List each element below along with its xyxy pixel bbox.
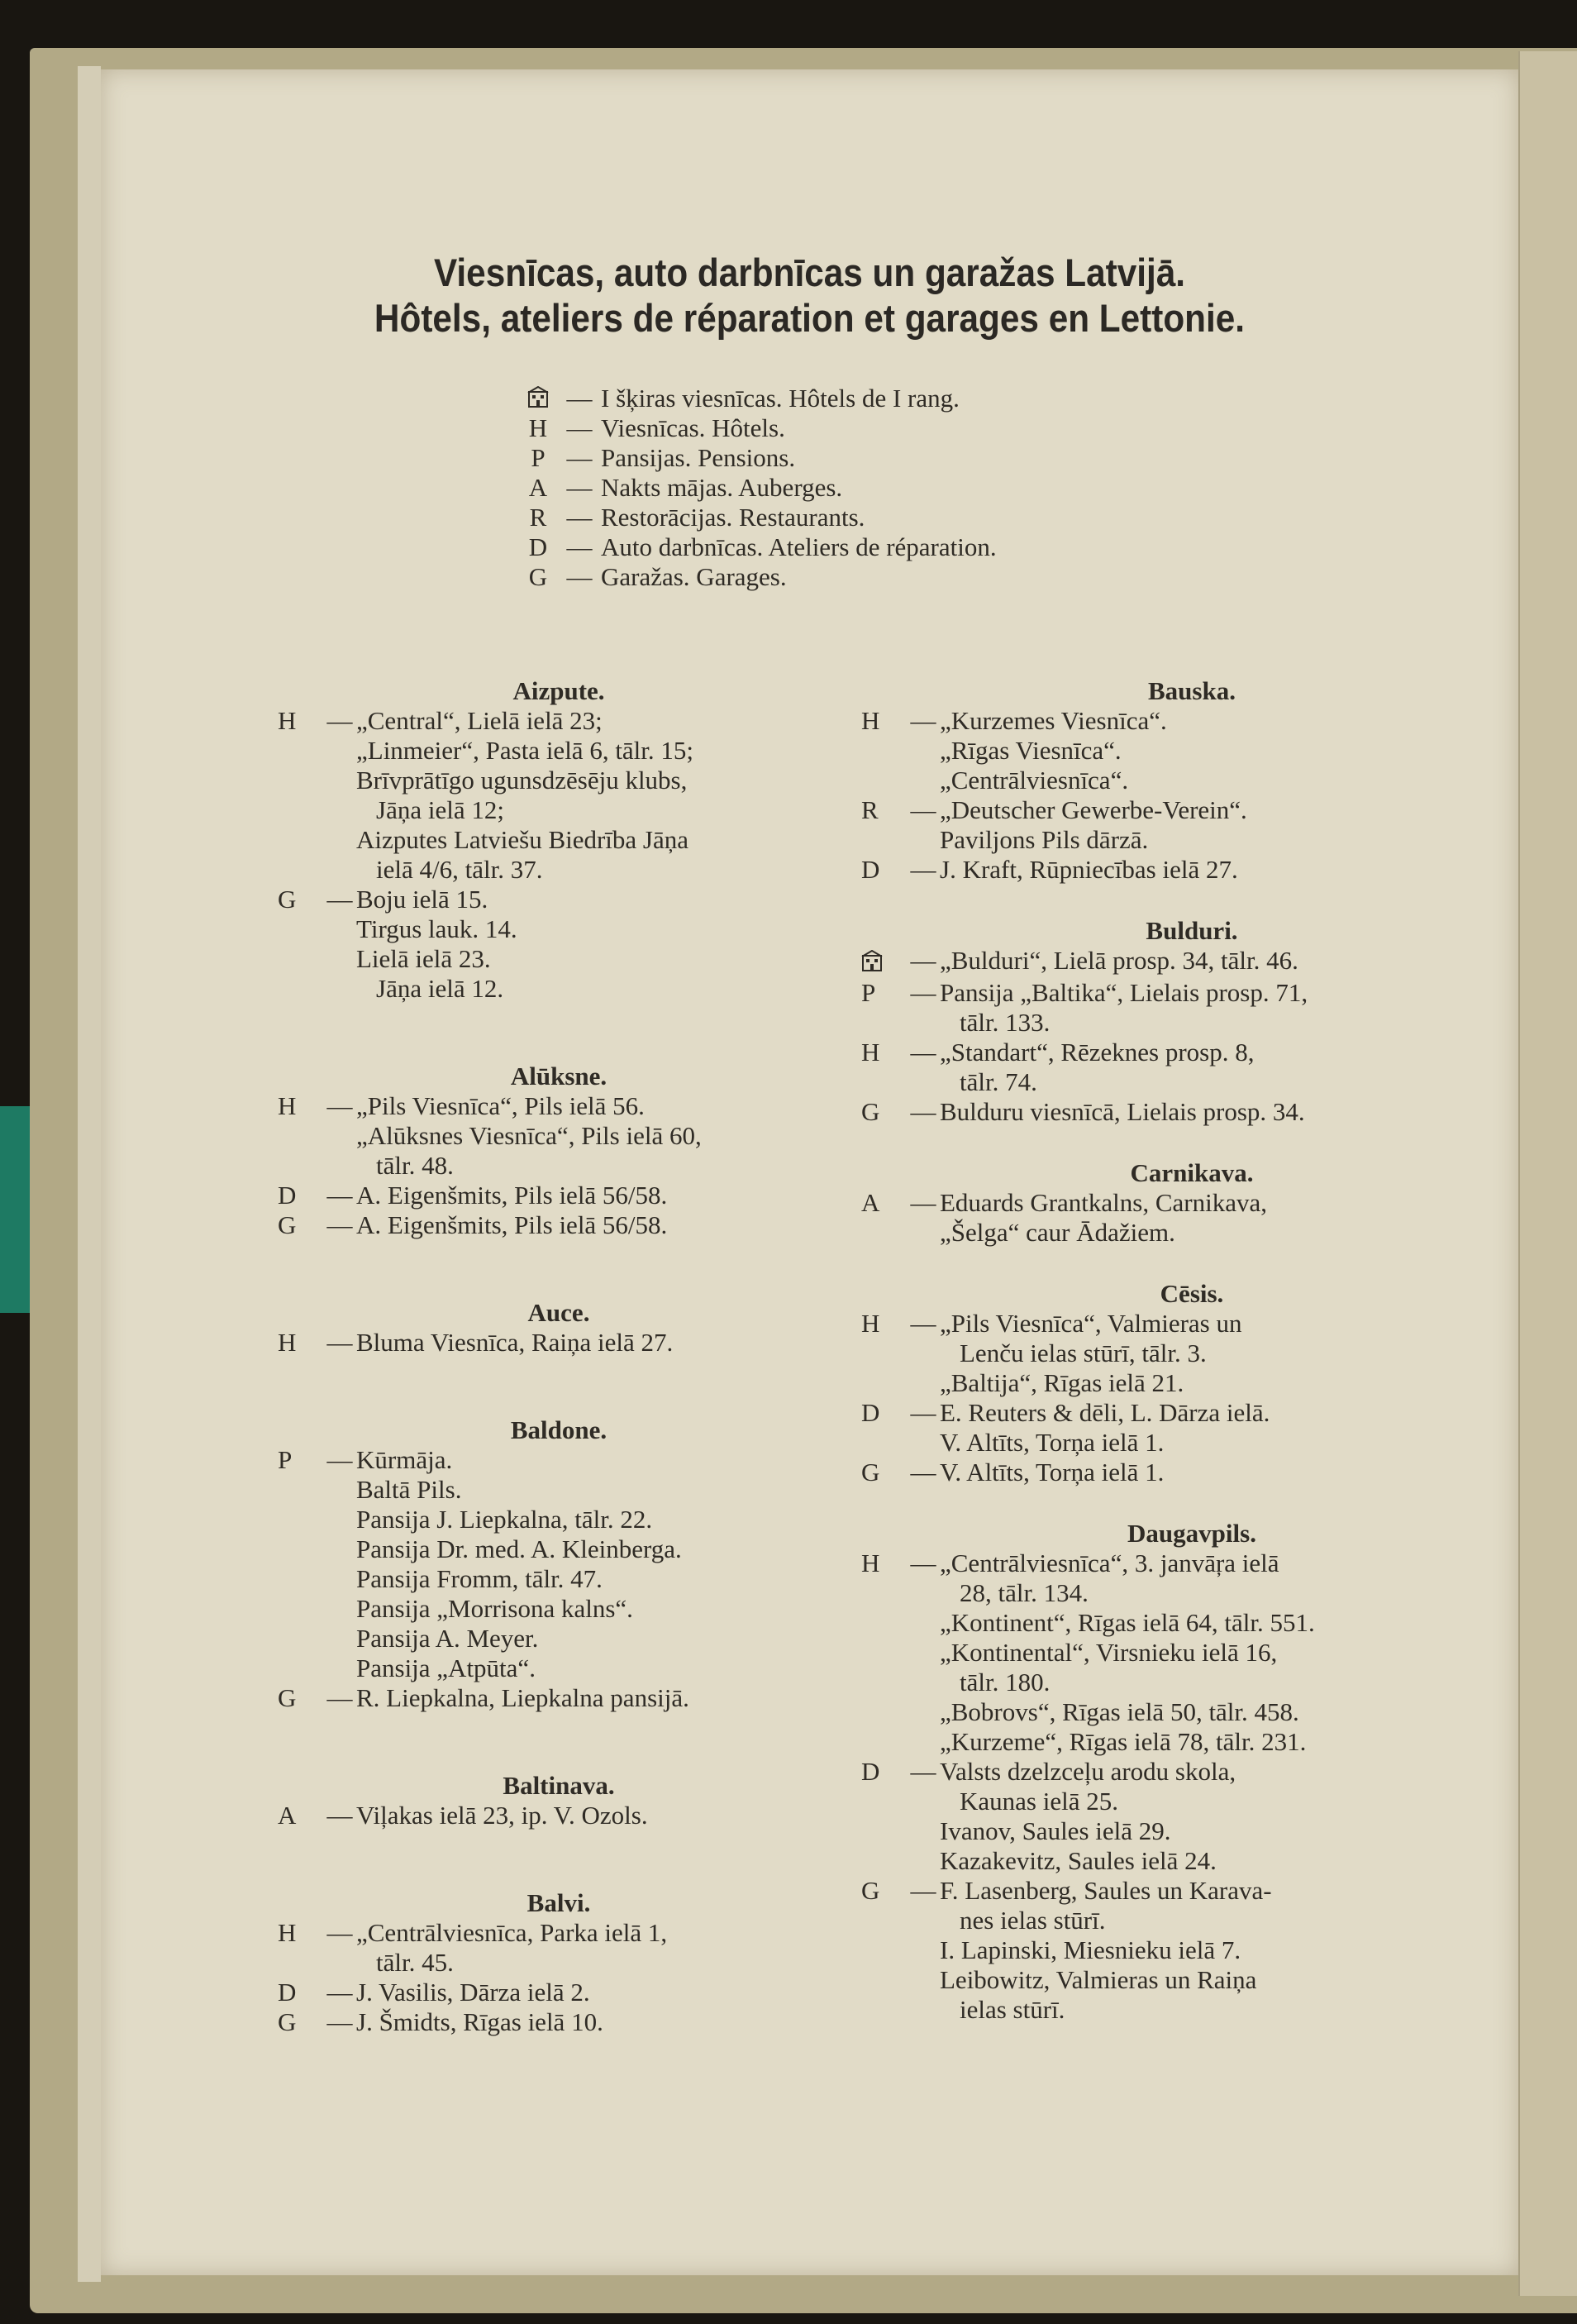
section-carnikava bbox=[861, 1158, 1522, 1248]
hotel-icon bbox=[527, 384, 549, 414]
legend bbox=[518, 384, 997, 592]
entry-line: Lielā ielā 23. bbox=[356, 944, 491, 973]
entry-line: E. Reuters & dēli, L. Dārza ielā. bbox=[940, 1397, 1270, 1427]
hotel-icon bbox=[861, 948, 883, 978]
entry-line: ielā 4/6, tālr. 37. bbox=[376, 855, 543, 884]
entry-line: „Deutscher Gewerbe-Verein“. bbox=[940, 795, 1247, 824]
entry-code: G bbox=[278, 1683, 297, 1712]
entry-code: P bbox=[278, 1445, 293, 1474]
legend-row bbox=[518, 503, 997, 532]
entry bbox=[278, 1445, 840, 1683]
entry-line: V. Altīts, Torņa ielā 1. bbox=[940, 1427, 1165, 1457]
entry-dash: — bbox=[910, 1037, 936, 1067]
entry-line: Boju ielā 15. bbox=[356, 885, 488, 914]
entry-line: tālr. 48. bbox=[376, 1151, 454, 1180]
entry-line: Pansija „Baltika“, Lielais prosp. 71, bbox=[940, 977, 1308, 1007]
entry-line: V. Altīts, Torņa ielā 1. bbox=[940, 1457, 1165, 1487]
legend-code: P bbox=[531, 443, 546, 472]
entry-line: Pansija Fromm, tālr. 47. bbox=[356, 1564, 603, 1593]
entry bbox=[278, 1801, 840, 1830]
legend-dash: — bbox=[566, 384, 593, 413]
entry-dash: — bbox=[326, 1445, 353, 1474]
entry-line: „Centrālviesnīca“. bbox=[940, 766, 1129, 795]
entry-code bbox=[861, 946, 907, 978]
entry-lines bbox=[356, 1091, 840, 1181]
entry bbox=[861, 1876, 1522, 2025]
left-column bbox=[278, 676, 840, 2037]
entry-line: A. Eigenšmits, Pils ielā 56/58. bbox=[356, 1181, 668, 1210]
entry-lines bbox=[940, 855, 1522, 885]
legend-row bbox=[518, 443, 997, 473]
entry-lines bbox=[356, 1210, 840, 1240]
entry-line: „Kontinent“, Rīgas ielā 64, tālr. 551. bbox=[940, 1607, 1315, 1637]
entry-line: tālr. 180. bbox=[960, 1667, 1051, 1696]
entry-line: „Kurzemes Viesnīca“. bbox=[940, 706, 1167, 735]
entry-code: G bbox=[861, 1457, 880, 1487]
entry-line: Kazakevitz, Saules ielā 24. bbox=[940, 1845, 1217, 1875]
entry bbox=[278, 1978, 840, 2007]
entry bbox=[278, 1918, 840, 1978]
legend-code: G bbox=[528, 562, 548, 591]
entry bbox=[278, 1091, 840, 1181]
entry-line: Pansija J. Liepkalna, tālr. 22. bbox=[356, 1505, 653, 1534]
entry-line: „Central“, Lielā ielā 23; bbox=[356, 706, 603, 735]
entry-dash: — bbox=[326, 1918, 353, 1947]
legend-text: Nakts mājas. Auberges. bbox=[601, 473, 843, 502]
entry-code: H bbox=[861, 1548, 880, 1577]
entry-line: Kaunas ielā 25. bbox=[960, 1786, 1118, 1816]
entry bbox=[278, 2007, 840, 2037]
entry-line: „Kontinental“, Virsnieku ielā 16, bbox=[940, 1637, 1278, 1667]
entry-line: Ivanov, Saules ielā 29. bbox=[940, 1816, 1171, 1845]
entry bbox=[278, 1181, 840, 1210]
entry-line: „Centrālviesnīca, Parka ielā 1, bbox=[356, 1918, 668, 1947]
entry bbox=[861, 1398, 1522, 1458]
entry bbox=[278, 885, 840, 1004]
entry-lines bbox=[356, 2007, 840, 2037]
entry-line: Baltā Pils. bbox=[356, 1475, 462, 1504]
entry-dash: — bbox=[910, 1308, 936, 1338]
entry-line: tālr. 45. bbox=[376, 1948, 454, 1977]
entry-code: P bbox=[861, 977, 876, 1007]
book-page bbox=[101, 69, 1518, 2275]
section-title: Alūksne. bbox=[510, 1062, 607, 1090]
entry-line: Valsts dzelzceļu arodu skola, bbox=[940, 1756, 1236, 1786]
entry-code: A bbox=[278, 1801, 297, 1830]
section-alūksne bbox=[278, 1062, 840, 1240]
section-balvi bbox=[278, 1888, 840, 2037]
entry-line: „Bobrovs“, Rīgas ielā 50, tālr. 458. bbox=[940, 1696, 1299, 1726]
entry bbox=[861, 978, 1522, 1038]
entry-lines bbox=[940, 978, 1522, 1038]
entry bbox=[278, 1683, 840, 1713]
entry-lines bbox=[940, 795, 1522, 855]
entry-dash: — bbox=[910, 946, 936, 975]
legend-code: D bbox=[528, 532, 548, 561]
legend-dash: — bbox=[566, 413, 593, 442]
entry bbox=[278, 706, 840, 885]
entry-dash: — bbox=[326, 1181, 353, 1210]
section-title: Aizpute. bbox=[512, 676, 605, 705]
entry-code: G bbox=[278, 1210, 297, 1239]
entry bbox=[861, 946, 1522, 978]
legend-code bbox=[518, 383, 558, 415]
entry bbox=[861, 706, 1522, 795]
page-gutter bbox=[78, 66, 101, 2282]
entry-code: H bbox=[278, 706, 297, 735]
entry-line: Eduards Grantkalns, Carnikava, bbox=[940, 1187, 1267, 1217]
entry-lines bbox=[356, 1801, 840, 1830]
entry-code: D bbox=[861, 855, 880, 884]
entry-dash: — bbox=[326, 706, 353, 735]
legend-dash: — bbox=[566, 473, 593, 502]
entry-code: A bbox=[861, 1187, 880, 1217]
entry-lines bbox=[940, 1757, 1522, 1876]
legend-dash: — bbox=[566, 503, 593, 532]
entry-dash: — bbox=[910, 1548, 936, 1577]
entry-dash: — bbox=[910, 1187, 936, 1217]
entry bbox=[861, 1097, 1522, 1127]
entry-code: D bbox=[278, 1181, 297, 1210]
legend-text: Garažas. Garages. bbox=[601, 562, 787, 591]
section-title: Auce. bbox=[527, 1298, 590, 1327]
entry-line: Pansija A. Meyer. bbox=[356, 1624, 539, 1653]
entry-lines bbox=[940, 946, 1522, 978]
entry-dash: — bbox=[326, 2007, 353, 2036]
entry-code: G bbox=[861, 1875, 880, 1905]
section-daugavpils bbox=[861, 1519, 1522, 2025]
entry-line: „Alūksnes Viesnīca“, Pils ielā 60, bbox=[356, 1121, 702, 1150]
section-bauska bbox=[861, 676, 1522, 885]
entry-code: G bbox=[278, 885, 297, 914]
entry-line: „Linmeier“, Pasta ielā 6, tālr. 15; bbox=[356, 736, 694, 765]
green-bookmark-tab bbox=[0, 1106, 30, 1313]
entry bbox=[861, 795, 1522, 855]
entry-line: „Rīgas Viesnīca“. bbox=[940, 736, 1122, 765]
entry-line: Bluma Viesnīca, Raiņa ielā 27. bbox=[356, 1328, 674, 1357]
entry-code: D bbox=[278, 1978, 297, 2007]
entry-dash: — bbox=[910, 795, 936, 824]
section-aizpute bbox=[278, 676, 840, 1004]
legend-text: Pansijas. Pensions. bbox=[601, 443, 796, 472]
entry-line: tālr. 74. bbox=[960, 1067, 1037, 1096]
legend-row bbox=[518, 473, 997, 503]
entry-lines bbox=[356, 885, 840, 1004]
entry-lines bbox=[940, 706, 1522, 795]
legend-text: Auto darbnīcas. Ateliers de réparation. bbox=[601, 532, 997, 561]
entry-dash: — bbox=[326, 1091, 353, 1120]
title-latvian: Viesnīcas, auto darbnīcas un garažas Latvijā. bbox=[433, 251, 1186, 294]
legend-text: I šķiras viesnīcas. Hôtels de I rang. bbox=[601, 384, 960, 413]
entry-line: „Bulduri“, Lielā prosp. 34, tālr. 46. bbox=[940, 946, 1298, 975]
entry-lines bbox=[356, 1683, 840, 1713]
entry bbox=[861, 855, 1522, 885]
entry bbox=[861, 1458, 1522, 1487]
entry-dash: — bbox=[910, 1457, 936, 1487]
entry-line: 28, tālr. 134. bbox=[960, 1577, 1089, 1607]
entry-code: H bbox=[278, 1328, 297, 1357]
entry-lines bbox=[940, 1188, 1522, 1248]
entry bbox=[861, 1188, 1522, 1248]
section-cēsis bbox=[861, 1279, 1522, 1487]
legend-row bbox=[518, 384, 997, 413]
entry-line: „Standart“, Rēzeknes prosp. 8, bbox=[940, 1037, 1255, 1067]
entry-line: Tirgus lauk. 14. bbox=[356, 914, 517, 943]
entry-dash: — bbox=[910, 1756, 936, 1786]
section-title: Cēsis. bbox=[1160, 1278, 1224, 1308]
section-baltinava bbox=[278, 1771, 840, 1830]
entry-line: Kūrmāja. bbox=[356, 1445, 453, 1474]
entry-line: Jāņa ielā 12. bbox=[376, 974, 504, 1003]
entry-lines bbox=[356, 706, 840, 885]
entry-dash: — bbox=[910, 1397, 936, 1427]
right-column bbox=[861, 676, 1522, 2025]
entry-code: R bbox=[861, 795, 879, 824]
legend-row bbox=[518, 562, 997, 592]
section-bulduri bbox=[861, 916, 1522, 1127]
entry-dash: — bbox=[910, 855, 936, 884]
entry-dash: — bbox=[910, 977, 936, 1007]
entry-line: Pansija „Atpūta“. bbox=[356, 1654, 536, 1682]
facing-page-edge bbox=[1518, 51, 1577, 2296]
entry-line: F. Lasenberg, Saules un Karava- bbox=[940, 1875, 1272, 1905]
entry-lines bbox=[356, 1918, 840, 1978]
legend-text: Restorācijas. Restaurants. bbox=[601, 503, 865, 532]
entry-line: Paviljons Pils dārzā. bbox=[940, 825, 1149, 854]
section-title: Daugavpils. bbox=[1127, 1518, 1256, 1548]
entry-line: Leibowitz, Valmieras un Raiņa bbox=[940, 1964, 1257, 1994]
legend-dash: — bbox=[566, 443, 593, 472]
entry bbox=[278, 1210, 840, 1240]
entry-code: H bbox=[278, 1091, 297, 1120]
legend-row bbox=[518, 413, 997, 443]
legend-dash: — bbox=[566, 562, 593, 591]
entry-dash: — bbox=[326, 1801, 353, 1830]
entry-lines bbox=[940, 1097, 1522, 1127]
section-auce bbox=[278, 1298, 840, 1358]
entry-line: „Šelga“ caur Ādažiem. bbox=[940, 1217, 1175, 1247]
entry-line: Viļakas ielā 23, ip. V. Ozols. bbox=[356, 1801, 648, 1830]
entry-line: Jāņa ielā 12; bbox=[376, 795, 504, 824]
entry bbox=[861, 1757, 1522, 1876]
entry-line: J. Kraft, Rūpniecības ielā 27. bbox=[940, 855, 1238, 884]
entry-code: G bbox=[278, 2007, 297, 2036]
section-title: Baldone. bbox=[510, 1415, 607, 1444]
entry-line: „Baltija“, Rīgas ielā 21. bbox=[940, 1367, 1184, 1397]
entry-code: H bbox=[861, 1308, 880, 1338]
entry-line: J. Šmidts, Rīgas ielā 10. bbox=[356, 2007, 603, 2036]
entry bbox=[861, 1549, 1522, 1757]
entry-code: H bbox=[278, 1918, 297, 1947]
entry-line: J. Vasilis, Dārza ielā 2. bbox=[356, 1978, 590, 2007]
title-french: Hôtels, ateliers de réparation et garages en Lettonie. bbox=[374, 296, 1246, 340]
section-title: Balvi. bbox=[526, 1888, 591, 1917]
entry-dash: — bbox=[910, 1096, 936, 1126]
entry-code: G bbox=[861, 1096, 880, 1126]
legend-row bbox=[518, 532, 997, 562]
entry-line: „Centrālviesnīca“, 3. janvāŗa ielā bbox=[940, 1548, 1279, 1577]
entry-code: H bbox=[861, 706, 880, 735]
entry-line: Lenču ielas stūrī, tālr. 3. bbox=[960, 1338, 1207, 1367]
entry-lines bbox=[940, 1309, 1522, 1398]
entry-lines bbox=[940, 1398, 1522, 1458]
entry-dash: — bbox=[326, 885, 353, 914]
entry bbox=[861, 1309, 1522, 1398]
entry-line: „Pils Viesnīca“, Valmieras un bbox=[940, 1308, 1242, 1338]
entry-line: Bulduru viesnīcā, Lielais prosp. 34. bbox=[940, 1096, 1305, 1126]
section-title: Bulduri. bbox=[1146, 916, 1238, 945]
entry-line: Pansija „Morrisona kalns“. bbox=[356, 1594, 633, 1623]
section-baldone bbox=[278, 1415, 840, 1713]
entry-line: tālr. 133. bbox=[960, 1007, 1051, 1037]
entry-line: Pansija Dr. med. A. Kleinberga. bbox=[356, 1534, 682, 1563]
legend-text: Viesnīcas. Hôtels. bbox=[601, 413, 785, 442]
entry bbox=[861, 1038, 1522, 1097]
entry-dash: — bbox=[910, 706, 936, 735]
legend-code: R bbox=[529, 503, 547, 532]
section-title: Baltinava. bbox=[503, 1771, 615, 1800]
entry-line: „Pils Viesnīca“, Pils ielā 56. bbox=[356, 1091, 645, 1120]
entry-line: ielas stūrī. bbox=[960, 1994, 1065, 2024]
section-title: Carnikava. bbox=[1130, 1157, 1254, 1187]
entry bbox=[278, 1328, 840, 1358]
entry-line: A. Eigenšmits, Pils ielā 56/58. bbox=[356, 1210, 668, 1239]
entry-dash: — bbox=[326, 1978, 353, 2007]
entry-lines bbox=[940, 1549, 1522, 1757]
legend-code: A bbox=[528, 473, 548, 502]
legend-dash: — bbox=[566, 532, 593, 561]
entry-dash: — bbox=[910, 1875, 936, 1905]
entry-code: H bbox=[861, 1037, 880, 1067]
entry-line: „Kurzeme“, Rīgas ielā 78, tālr. 231. bbox=[940, 1726, 1307, 1756]
entry-line: R. Liepkalna, Liepkalna pansijā. bbox=[356, 1683, 689, 1712]
entry-lines bbox=[940, 1458, 1522, 1487]
entry-lines bbox=[356, 1978, 840, 2007]
entry-line: Brīvprātīgo ugunsdzēsēju klubs, bbox=[356, 766, 688, 795]
entry-dash: — bbox=[326, 1210, 353, 1239]
entry-lines bbox=[940, 1876, 1522, 2025]
entry-dash: — bbox=[326, 1328, 353, 1357]
entry-line: nes ielas stūrī. bbox=[960, 1905, 1106, 1935]
legend-code: H bbox=[528, 413, 548, 442]
entry-lines bbox=[356, 1181, 840, 1210]
entry-lines bbox=[356, 1445, 840, 1683]
entry-dash: — bbox=[326, 1683, 353, 1712]
section-title: Bauska. bbox=[1148, 676, 1236, 705]
entry-code: D bbox=[861, 1756, 880, 1786]
entry-lines bbox=[356, 1328, 840, 1358]
entry-lines bbox=[940, 1038, 1522, 1097]
entry-line: I. Lapinski, Miesnieku ielā 7. bbox=[940, 1935, 1241, 1964]
entry-code: D bbox=[861, 1397, 880, 1427]
entry-line: Aizputes Latviešu Biedrība Jāņa bbox=[356, 825, 689, 854]
